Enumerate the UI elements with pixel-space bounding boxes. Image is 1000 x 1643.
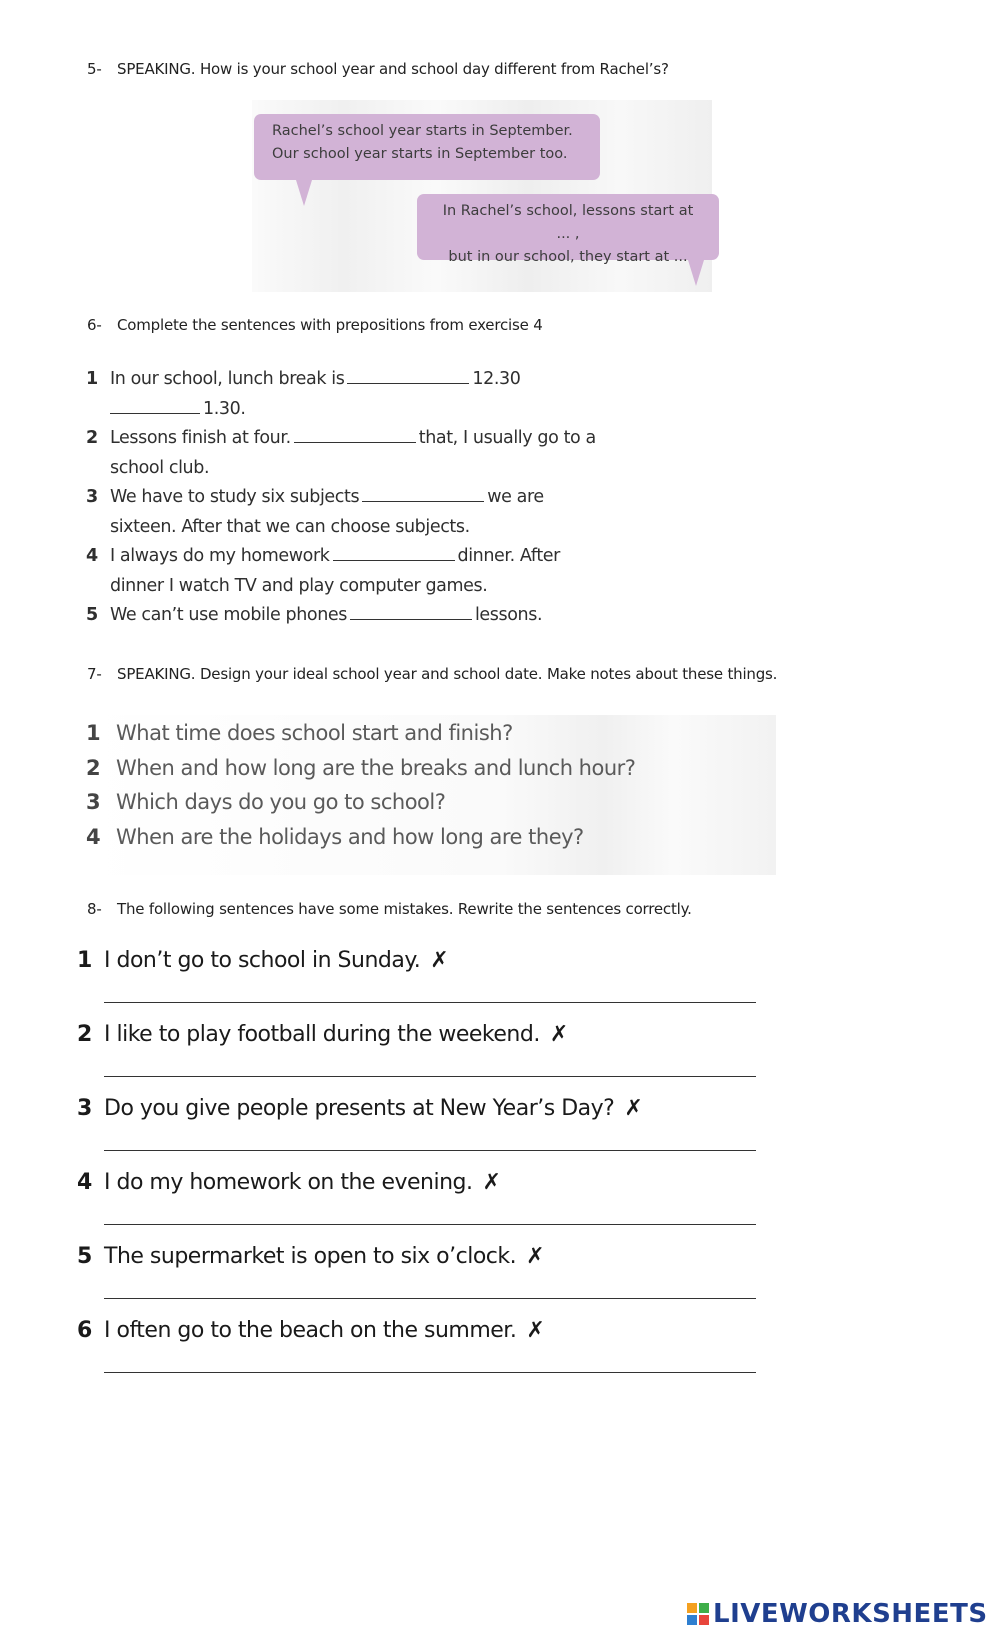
item-number: 6 xyxy=(77,1318,92,1343)
exercise-number: 6- xyxy=(87,316,102,334)
answer-blank[interactable] xyxy=(294,426,416,443)
answer-blank[interactable] xyxy=(347,367,469,384)
item-number: 4 xyxy=(86,824,101,849)
question-item xyxy=(86,716,635,751)
answer-blank[interactable] xyxy=(333,544,455,561)
instruction-text: SPEAKING. Design your ideal school year and school date. Make notes about these things. xyxy=(117,665,778,683)
item-number: 1 xyxy=(86,369,98,389)
item-number: 3 xyxy=(77,1096,92,1121)
mistake-sentence-6 xyxy=(77,1318,544,1343)
logo-block xyxy=(687,1615,697,1625)
wrong-mark-icon: ✗ xyxy=(526,1244,545,1269)
sentence-text: dinner. After xyxy=(457,546,560,566)
wrong-mark-icon: ✗ xyxy=(624,1096,643,1121)
logo-block xyxy=(687,1603,697,1613)
answer-blank[interactable] xyxy=(110,397,200,414)
bubble-text-line: but in our school, they start at ... xyxy=(448,249,688,265)
mistake-sentence-5 xyxy=(77,1244,544,1269)
speech-bubble-2 xyxy=(417,194,719,265)
answer-line[interactable] xyxy=(104,1298,756,1299)
mistake-sentence-1 xyxy=(77,948,448,973)
wrong-mark-icon: ✗ xyxy=(430,948,449,973)
item-number: 3 xyxy=(86,487,98,507)
sentence-text: I like to play football during the weekend. xyxy=(104,1022,540,1047)
fill-sentence-3 xyxy=(86,483,646,542)
sentence-text: school club. xyxy=(110,457,210,478)
sentence-text: we are xyxy=(487,487,544,507)
instruction-text: SPEAKING. How is your school year and school day different from Rachel’s? xyxy=(117,60,669,78)
answer-blank[interactable] xyxy=(362,485,484,502)
wrong-mark-icon: ✗ xyxy=(482,1170,501,1195)
exercise-7-instruction xyxy=(87,665,777,683)
question-text: What time does school start and finish? xyxy=(116,721,513,745)
mistake-sentence-2 xyxy=(77,1022,568,1047)
item-number: 2 xyxy=(86,428,98,448)
item-number: 5 xyxy=(77,1244,92,1269)
answer-blank[interactable] xyxy=(350,603,472,620)
fill-sentence-4 xyxy=(86,542,646,601)
sentence-text: We have to study six subjects xyxy=(110,487,360,507)
speech-bubble-tail xyxy=(296,180,312,206)
question-text: Which days do you go to school? xyxy=(116,790,446,814)
bubble-text-line: Our school year starts in September too. xyxy=(272,146,568,162)
exercise-8-instruction xyxy=(87,900,692,918)
liveworksheets-logo xyxy=(687,1598,988,1630)
sentence-text: sixteen. After that we can choose subjects. xyxy=(110,516,470,537)
sentence-text: I don’t go to school in Sunday. xyxy=(104,948,421,973)
sentence-text: Lessons finish at four. xyxy=(110,428,291,448)
sentence-text: I often go to the beach on the summer. xyxy=(104,1318,517,1343)
sentence-text: In our school, lunch break is xyxy=(110,369,345,389)
exercise-5-instruction xyxy=(87,60,669,78)
instruction-text: The following sentences have some mistakes. Rewrite the sentences correctly. xyxy=(117,900,692,918)
sentence-text: We can’t use mobile phones xyxy=(110,605,347,625)
fill-sentence-5 xyxy=(86,601,646,631)
sentence-text: 1.30. xyxy=(203,398,246,419)
sentence-text: lessons. xyxy=(474,605,543,625)
answer-line[interactable] xyxy=(104,1372,756,1373)
question-item xyxy=(86,785,635,820)
item-number: 4 xyxy=(86,546,98,566)
exercise-6-sentences xyxy=(86,365,646,631)
question-item xyxy=(86,751,635,786)
answer-line[interactable] xyxy=(104,1002,756,1003)
sentence-text: Do you give people presents at New Year’s Day? xyxy=(104,1096,615,1121)
speech-bubble-1 xyxy=(254,114,600,180)
bubble-text-line: Rachel’s school year starts in September. xyxy=(272,123,573,139)
item-number: 5 xyxy=(86,605,98,625)
logo-block xyxy=(699,1615,709,1625)
exercise-number: 8- xyxy=(87,900,102,918)
logo-text: LIVEWORKSHEETS xyxy=(713,1599,988,1629)
exercise-7-questions xyxy=(86,716,635,854)
item-number: 2 xyxy=(77,1022,92,1047)
logo-block xyxy=(699,1603,709,1613)
bubble-text-line: In Rachel’s school, lessons start at ... , xyxy=(442,203,694,242)
exercise-number: 5- xyxy=(87,60,102,78)
speech-bubble-tail xyxy=(688,260,704,286)
exercise-number: 7- xyxy=(87,665,102,683)
sentence-text: dinner I watch TV and play computer games. xyxy=(110,575,488,596)
mistake-sentence-3 xyxy=(77,1096,642,1121)
question-text: When are the holidays and how long are they? xyxy=(116,824,584,849)
item-number: 2 xyxy=(86,755,101,780)
wrong-mark-icon: ✗ xyxy=(549,1022,568,1047)
question-text: When and how long are the breaks and lunch hour? xyxy=(116,755,636,780)
sentence-text: 12.30 xyxy=(472,369,521,389)
logo-blocks-icon xyxy=(687,1603,709,1625)
answer-line[interactable] xyxy=(104,1150,756,1151)
answer-line[interactable] xyxy=(104,1076,756,1077)
item-number: 1 xyxy=(86,721,101,745)
question-item xyxy=(86,820,635,855)
sentence-text: I always do my homework xyxy=(110,546,330,566)
sentence-text: that, I usually go to a xyxy=(418,428,596,448)
item-number: 3 xyxy=(86,790,101,814)
mistake-sentence-4 xyxy=(77,1170,500,1195)
answer-line[interactable] xyxy=(104,1224,756,1225)
fill-sentence-1 xyxy=(86,365,646,424)
sentence-text: The supermarket is open to six o’clock. xyxy=(104,1244,517,1269)
instruction-text: Complete the sentences with prepositions from exercise 4 xyxy=(117,316,543,334)
wrong-mark-icon: ✗ xyxy=(526,1318,545,1343)
item-number: 4 xyxy=(77,1170,92,1195)
fill-sentence-2 xyxy=(86,424,646,483)
item-number: 1 xyxy=(77,948,92,973)
sentence-text: I do my homework on the evening. xyxy=(104,1170,473,1195)
exercise-6-instruction xyxy=(87,316,543,334)
